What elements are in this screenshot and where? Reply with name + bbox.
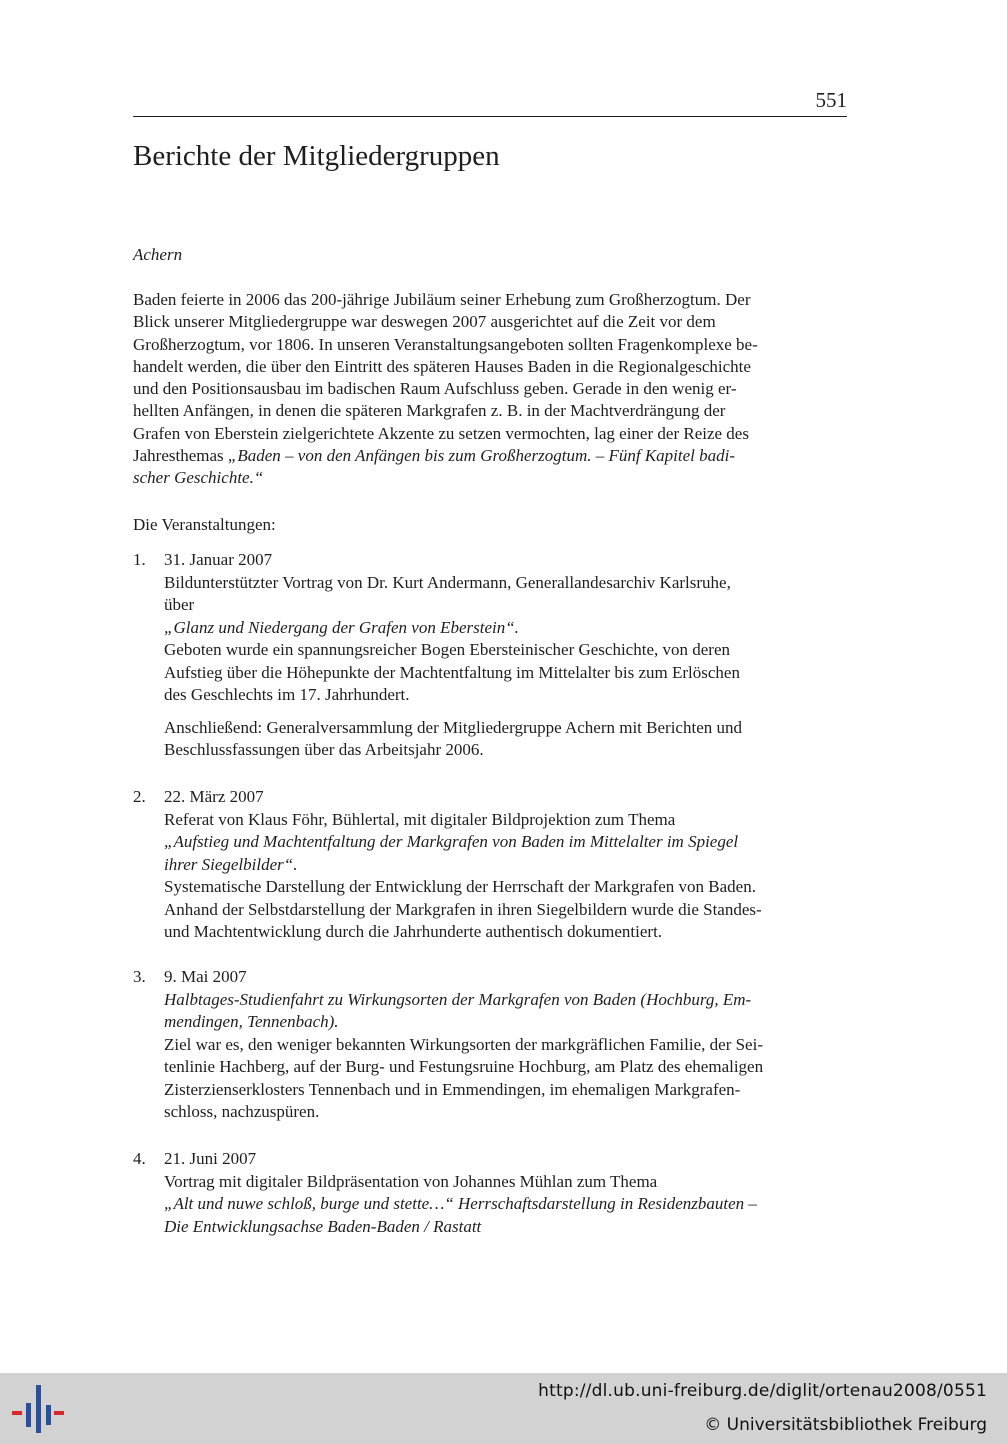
footer-copyright: © Universitätsbibliothek Freiburg — [704, 1415, 987, 1435]
footer-url[interactable]: http://dl.ub.uni-freiburg.de/diglit/ortenau2008/0551 — [538, 1381, 987, 1401]
event-line: Referat von Klaus Föhr, Bühlertal, mit digitaler Bildprojektion zum Thema — [164, 809, 676, 829]
event-date: 9. Mai 2007 — [164, 967, 247, 986]
intro-line: Blick unserer Mitgliedergruppe war deswegen 2007 ausgerichtet auf die Zeit vor dem — [133, 312, 716, 332]
event-item — [133, 549, 847, 762]
event-description: Zisterzienserklosters Tennenbach und in Emmendingen, im ehemaligen Markgrafen- — [164, 1079, 741, 1099]
event-date: 22. März 2007 — [164, 787, 264, 806]
group-name: Achern — [133, 245, 183, 264]
intro-prefix: Jahresthemas — [133, 446, 228, 466]
event-title: „Alt und nuwe schloß, burge und stette…“ Herrschaftsdarstellung in Residenzbauten – — [164, 1194, 757, 1213]
event-date: 21. Juni 2007 — [164, 1149, 257, 1168]
event-number: 2. — [133, 787, 146, 806]
event-description: Systematische Darstellung der Entwicklung der Herrschaft der Markgrafen von Baden. — [164, 877, 756, 896]
footer-bar — [0, 1373, 1007, 1444]
event-note: Anschließend: Generalversammlung der Mitgliedergruppe Achern mit Berichten und — [164, 717, 742, 737]
header-rule — [133, 116, 847, 117]
event-line: Vortrag mit digitaler Bildpräsentation von Johannes Mühlan zum Thema — [164, 1171, 658, 1191]
event-item — [133, 1148, 847, 1238]
event-date: 31. Januar 2007 — [164, 550, 273, 569]
event-line: Bildunterstützter Vortrag von Dr. Kurt Andermann, Generallandesarchiv Karlsruhe, — [164, 572, 731, 592]
event-description: Ziel war es, den weniger bekannten Wirkungsorten der markgräflichen Familie, der Sei- — [164, 1034, 763, 1054]
event-title: „Glanz und Niedergang der Grafen von Eberstein“. — [164, 617, 519, 637]
event-description: tenlinie Hachberg, auf der Burg- und Festungsruine Hochburg, am Platz des ehemaligen — [164, 1057, 764, 1076]
event-title: „Aufstieg und Machtentfaltung der Markgrafen von Baden im Mittelalter im Spiegel — [164, 832, 739, 851]
events-label: Die Veranstaltungen: — [133, 515, 276, 534]
event-title: Die Entwicklungsachse Baden-Baden / Rastatt — [164, 1216, 482, 1236]
event-description: und Machtentwicklung durch die Jahrhunderte authentisch dokumentiert. — [164, 922, 663, 941]
intro-line — [133, 445, 847, 467]
event-line: über — [164, 595, 195, 614]
event-note: Beschlussfassungen über das Arbeitsjahr 2006. — [164, 740, 484, 759]
library-logo-icon — [12, 1383, 64, 1435]
intro-line: Baden feierte in 2006 das 200-jährige Jubiläum seiner Erhebung zum Großherzogtum. Der — [133, 290, 751, 309]
annual-theme: „Baden – von den Anfängen bis zum Großherzogtum. – Fünf Kapitel badi- — [227, 446, 736, 466]
intro-line: Grafen von Eberstein zielgerichtete Akzente zu setzen vermochten, lag einer der Reize des — [133, 423, 749, 443]
page-title: Berichte der Mitgliedergruppen — [133, 140, 500, 172]
event-description: Aufstieg über die Höhepunkte der Machtentfaltung im Mittelalter bis zum Erlöschen — [164, 662, 740, 682]
event-description: des Geschlechts im 17. Jahrhundert. — [164, 685, 410, 704]
event-number: 3. — [133, 967, 146, 986]
intro-line: handelt werden, die über den Eintritt des späteren Hauses Baden in die Regionalgeschichte — [133, 356, 751, 376]
event-number: 4. — [133, 1149, 146, 1168]
event-title: mendingen, Tennenbach). — [164, 1012, 339, 1031]
intro-paragraph — [133, 289, 847, 490]
event-description: schloss, nachzuspüren. — [164, 1102, 320, 1121]
intro-line: scher Geschichte.“ — [133, 468, 264, 488]
page-number: 551 — [815, 88, 847, 112]
event-title: Halbtages-Studienfahrt zu Wirkungsorten der Markgrafen von Baden (Hochburg, Em- — [164, 989, 752, 1009]
event-description: Anhand der Selbstdarstellung der Markgrafen in ihren Siegelbildern wurde die Standes- — [164, 899, 762, 919]
event-title: ihrer Siegelbilder“. — [164, 854, 298, 874]
event-item — [133, 786, 847, 944]
intro-line: hellten Anfängen, in denen die späteren Markgrafen z. B. in der Machtverdrängung der — [133, 401, 726, 421]
intro-line: Großherzogtum, vor 1806. In unseren Veranstaltungsangeboten sollten Fragenkomplexe be- — [133, 334, 758, 354]
event-number: 1. — [133, 550, 146, 569]
intro-line: und den Positionsausbau im badischen Raum Aufschluss geben. Gerade in den wenig er- — [133, 379, 737, 399]
event-item — [133, 966, 847, 1124]
event-description: Geboten wurde ein spannungsreicher Bogen Ebersteinischer Geschichte, von deren — [164, 640, 730, 659]
